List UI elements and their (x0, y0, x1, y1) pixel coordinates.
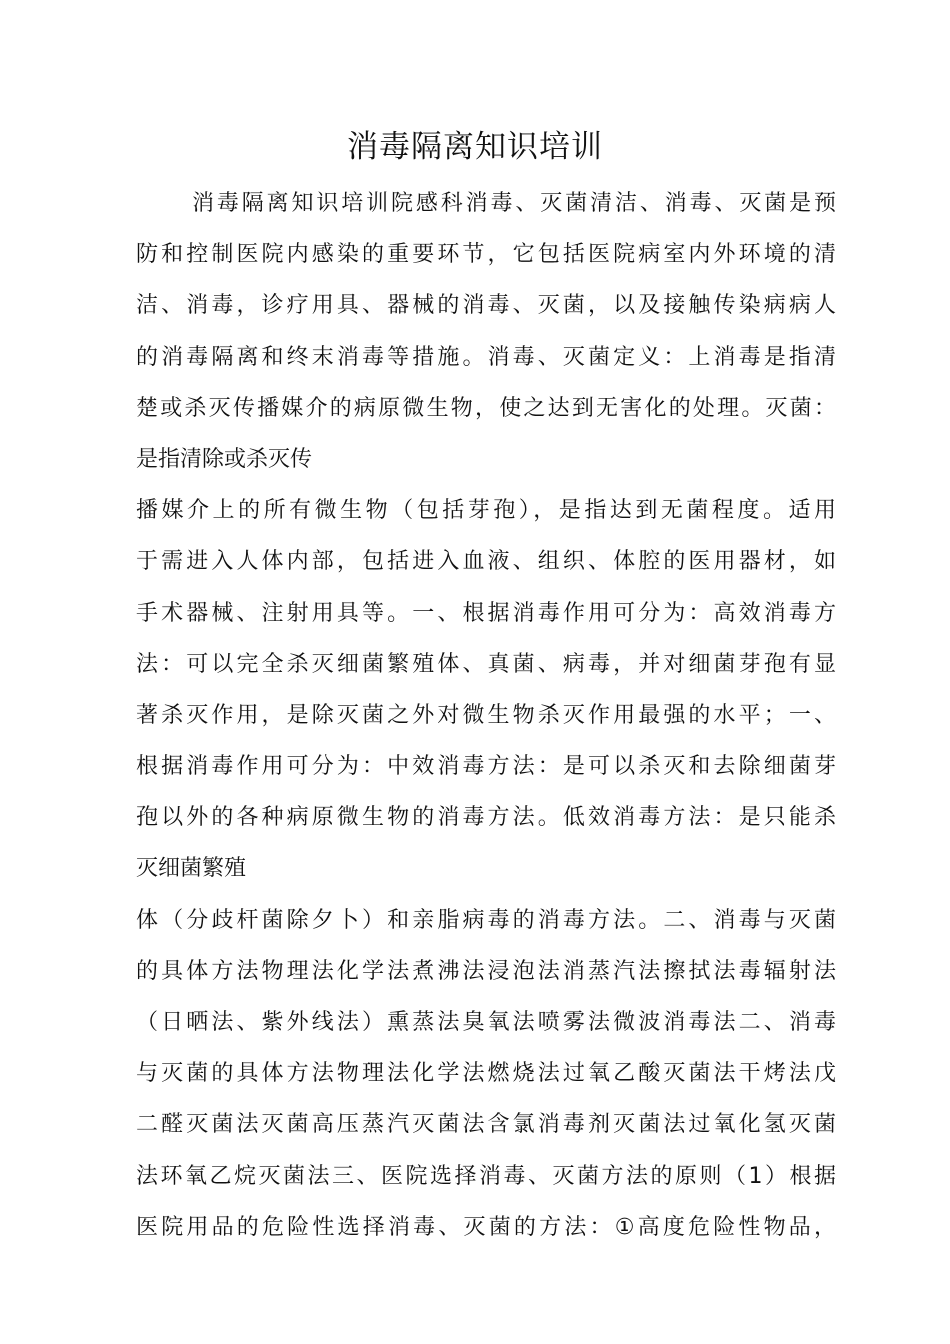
body-line: 的具体方法物理法化学法煮沸法浸泡法消蒸汽法擦拭法毒辐射法 (136, 958, 836, 984)
body-line: 二醛灭菌法灭菌高压蒸汽灭菌法含氯消毒剂灭菌法过氧化氢灭菌 (136, 1112, 836, 1138)
body-line: 的消毒隔离和终末消毒等措施。消毒、灭菌定义：上消毒是指清 (136, 344, 836, 370)
document-title: 消毒隔离知识培训 (347, 129, 603, 165)
body-line: 孢以外的各种病原微生物的消毒方法。低效消毒方法：是只能杀 (136, 805, 836, 831)
body-line: 与灭菌的具体方法物理法化学法燃烧法过氧乙酸灭菌法干烤法戊 (136, 1061, 836, 1087)
body-line: 法：可以完全杀灭细菌繁殖体、真菌、病毒，并对细菌芽孢有显 (136, 651, 836, 677)
body-line: 洁、消毒，诊疗用具、器械的消毒、灭菌，以及接触传染病病人 (136, 293, 836, 319)
body-line: 手术器械、注射用具等。一、根据消毒作用可分为：高效消毒方 (136, 600, 836, 626)
document-body (136, 178, 836, 1253)
body-line: 医院用品的危险性选择消毒、灭菌的方法：①高度危险性物品， (136, 1214, 836, 1240)
body-line: 楚或杀灭传播媒介的病原微生物，使之达到无害化的处理。灭菌： (136, 395, 836, 421)
body-line: （日晒法、紫外线法）熏蒸法臭氧法喷雾法微波消毒法二、消毒 (136, 1010, 836, 1035)
body-line: 防和控制医院内感染的重要环节，它包括医院病室内外环境的清 (136, 242, 836, 268)
body-line: 灭细菌繁殖 (136, 856, 247, 882)
body-line: 体（分歧杆菌除夕卜）和亲脂病毒的消毒方法。二、消毒与灭菌 (136, 907, 836, 933)
body-line: 播媒介上的所有微生物（包括芽孢），是指达到无菌程度。适用 (136, 498, 836, 524)
body-line: 于需进入人体内部，包括进入血液、组织、体腔的医用器材，如 (136, 549, 836, 575)
body-line: 消毒隔离知识培训院感科消毒、灭菌清洁、消毒、灭菌是预 (192, 191, 836, 216)
body-line: 著杀灭作用，是除灭菌之外对微生物杀灭作用最强的水平；一、 (136, 702, 836, 728)
body-line: 是指清除或杀灭传 (136, 446, 313, 472)
body-line: 根据消毒作用可分为：中效消毒方法：是可以杀灭和去除细菌芽 (136, 754, 836, 780)
body-line: 法环氧乙烷灭菌法三、医院选择消毒、灭菌方法的原则（1）根据 (136, 1163, 836, 1189)
